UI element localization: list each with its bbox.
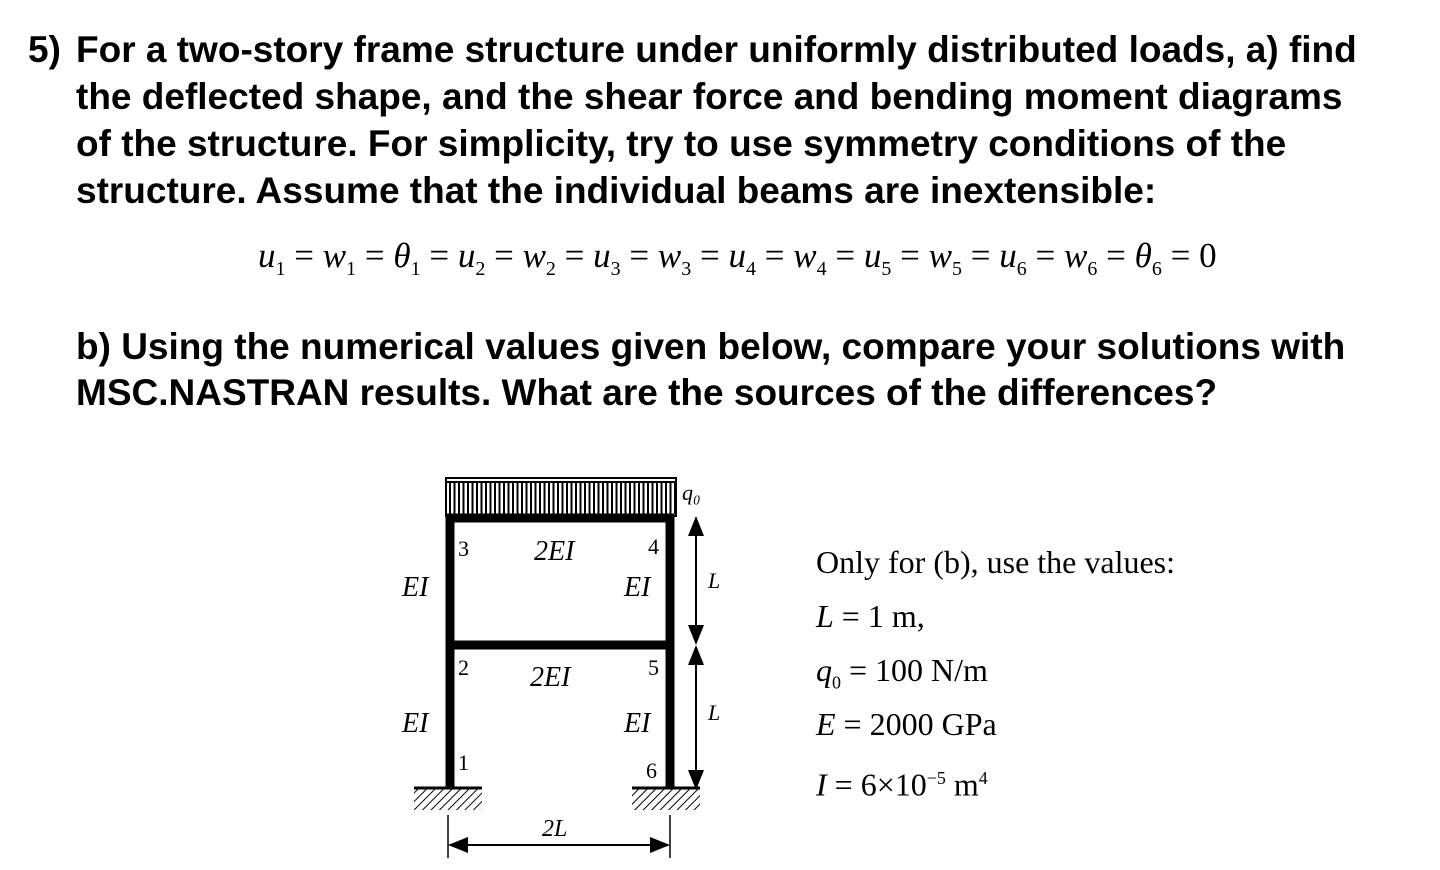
- lower-right-column-label: EI: [624, 708, 651, 739]
- boundary-condition-equation: [258, 236, 1217, 281]
- equals-sign: =: [356, 236, 394, 275]
- equals-sign: =: [555, 236, 594, 275]
- span-label: 2L: [542, 816, 568, 842]
- equals-sign: =: [1161, 236, 1200, 275]
- problem-number: 5): [28, 29, 61, 70]
- problem-line-1: For a two-story frame structure under uniformly distributed loads, a) find: [76, 29, 1357, 70]
- inertia-value: $I = 6\times 10^{-5}$ $m^4$: [816, 766, 988, 803]
- values-heading: Only for (b), use the values:: [816, 544, 1176, 580]
- length-value: L = 1 m,: [816, 598, 925, 634]
- upper-story-height-label: L: [708, 568, 720, 593]
- equation-term: $u_3$: [593, 236, 621, 280]
- node-4-label: 4: [648, 534, 659, 559]
- upper-story-dimension: [696, 518, 720, 643]
- equation-rhs: 0: [1199, 236, 1217, 275]
- lower-story-height-label: L: [708, 700, 720, 725]
- problem-statement: [28, 26, 1428, 214]
- equals-sign: =: [826, 236, 864, 275]
- equation-term: $w_3$: [657, 236, 692, 280]
- equals-sign: =: [891, 236, 929, 275]
- right-fixed-support: [632, 788, 700, 810]
- upper-right-column-label: EI: [624, 572, 651, 603]
- span-dimension: [448, 815, 670, 858]
- equation-term: $w_2$: [522, 236, 556, 280]
- part-b-statement: [76, 324, 1426, 416]
- equation-term: $\theta_6$: [1134, 236, 1162, 280]
- equation-term: $w_1$: [322, 236, 357, 280]
- lower-left-column-label: EI: [402, 708, 429, 739]
- load-label: q₀: [682, 480, 701, 505]
- equals-sign: =: [756, 236, 794, 275]
- node-3-label: 3: [458, 536, 469, 561]
- equals-sign: =: [420, 236, 458, 275]
- part-b-line-1: b) Using the numerical values given below, compare your solutions with: [76, 326, 1346, 367]
- lower-story-dimension: [696, 647, 720, 788]
- equation-term: $w_6$: [1064, 236, 1098, 280]
- problem-line-2: the deflected shape, and the shear force and bending moment diagrams: [76, 76, 1343, 117]
- node-1-label: 1: [458, 750, 469, 775]
- equation-term: $u_4$: [728, 236, 757, 280]
- equals-sign: =: [1097, 236, 1135, 275]
- equation-term: $\theta_1$: [393, 236, 421, 280]
- equals-sign: =: [285, 236, 323, 275]
- equation-term: $w_4$: [793, 236, 827, 280]
- equals-sign: =: [620, 236, 658, 275]
- frame-diagram: [380, 470, 720, 865]
- load-value: $q_0 = 100$ N/m: [816, 652, 988, 693]
- problem-line-4: structure. Assume that the individual beams are inextensible:: [76, 170, 1157, 211]
- equals-sign: =: [962, 236, 1000, 275]
- numerical-values: [816, 540, 1376, 810]
- left-fixed-support: [414, 788, 482, 810]
- equation-term: $u_6$: [999, 236, 1027, 280]
- equation-term: $u_2$: [457, 236, 486, 280]
- equals-sign: =: [691, 236, 729, 275]
- equals-sign: =: [1026, 236, 1064, 275]
- problem-line-3: of the structure. For simplicity, try to use symmetry conditions of the: [76, 123, 1287, 164]
- modulus-value: E = 2000 GPa: [816, 706, 997, 742]
- equation-term: $u_1$: [258, 236, 286, 280]
- distributed-load: [446, 478, 676, 516]
- node-5-label: 5: [648, 655, 659, 680]
- node-2-label: 2: [458, 655, 469, 680]
- part-b-line-2: MSC.NASTRAN results. What are the sources of the differences?: [76, 372, 1218, 413]
- middle-beam-stiffness-label: 2EI: [530, 662, 571, 693]
- top-beam-stiffness-label: 2EI: [534, 536, 575, 567]
- equation-term: $w_5$: [928, 236, 962, 280]
- upper-left-column-label: EI: [402, 572, 429, 603]
- equals-sign: =: [485, 236, 523, 275]
- node-6-label: 6: [646, 758, 657, 783]
- equation-term: $u_5$: [863, 236, 892, 280]
